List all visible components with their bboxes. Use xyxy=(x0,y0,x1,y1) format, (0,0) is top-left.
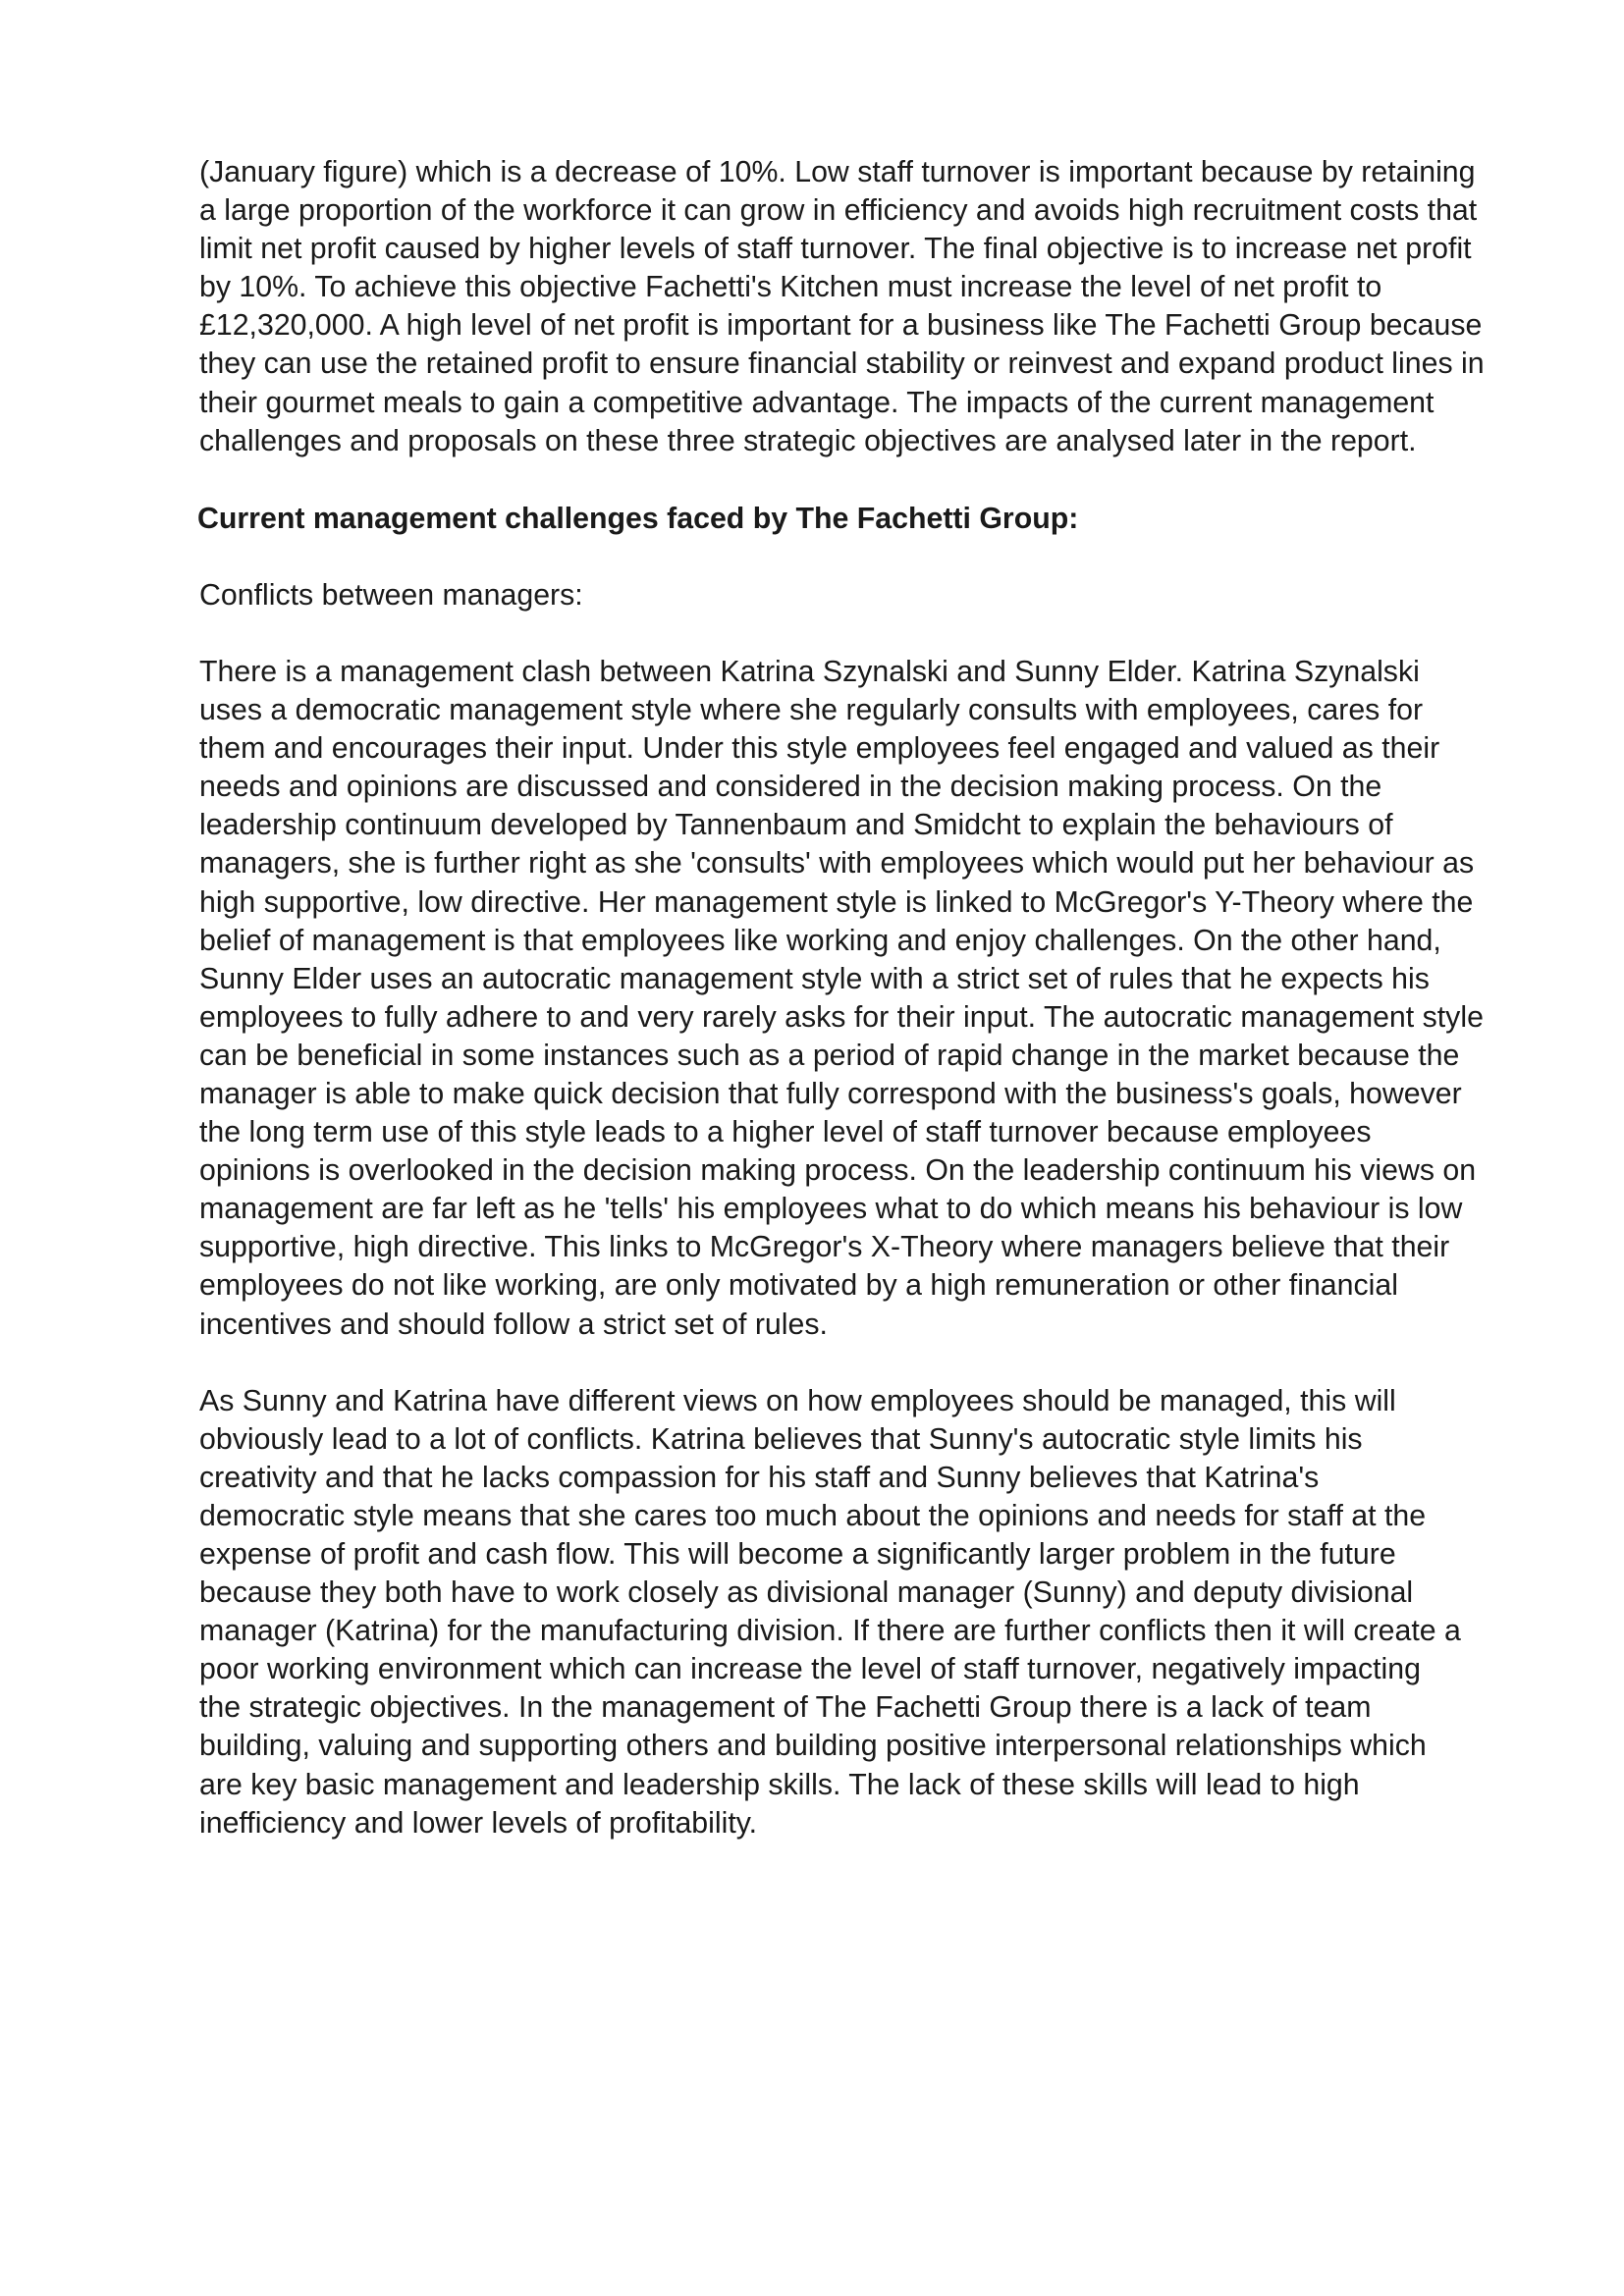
section-heading: Current management challenges faced by The Fachetti Group: xyxy=(197,502,1079,535)
paragraph-conflict-impact: As Sunny and Katrina have different views on how employees should be managed, this will obviously lead to a lot of conflicts. Katrina believes that Sunny's autocratic style limits his creativity and that he lacks compassion for his staff and Sunny believes that Katrina's democratic style means that she cares too much about the opinions and needs for staff at the expense of profit and cash flow. This will become a significantly larger problem in the future because they both have to work closely as divisional manager (Sunny) and deputy divisional manager (Katrina) for the manufacturing division. If there are further conflicts then it will create a poor working environment which can increase the level of staff turnover, negatively impacting the strategic objectives. In the management of The Fachetti Group there is a lack of team building, valuing and supporting others and building positive interpersonal relationships which are key basic management and leadership skills. The lack of these skills will lead to high inefficiency and lower levels of profitability. xyxy=(199,1384,1461,1840)
document-body xyxy=(199,153,1495,1842)
paragraph-management-clash: There is a management clash between Katrina Szynalski and Sunny Elder. Katrina Szynalski uses a democratic management style where she regularly consults with employees, cares for them and encourages their input. Under this style employees feel engaged and valued as their needs and opinions are discussed and considered in the decision making process. On the leadership continuum developed by Tannenbaum and Smidcht to explain the behaviours of managers, she is further right as she 'consults' with employees which would put her behaviour as high supportive, low directive. Her management style is linked to McGregor's Y-Theory where the belief of management is that employees like working and enjoy challenges. On the other hand, Sunny Elder uses an autocratic management style with a strict set of rules that he expects his employees to fully adhere to and very rarely asks for their input. The autocratic management style can be beneficial in some instances such as a period of rapid change in the market because the manager is able to make quick decision that fully correspond with the business's goals, however the long term use of this style leads to a higher level of staff turnover because employees opinions is overlooked in the decision making process. On the leadership continuum his views on management are far left as he 'tells' his employees what to do which means his behaviour is low supportive, high directive. This links to McGregor's X-Theory where managers believe that their employees do not like working, are only motivated by a high remuneration or other financial incentives and should follow a strict set of rules. xyxy=(199,655,1484,1341)
paragraph-strategic-objectives: (January figure) which is a decrease of 10%. Low staff turnover is important because by retaining a large proportion of the workforce it can grow in efficiency and avoids high recruitment costs that limit net profit caused by higher levels of staff turnover. The final objective is to increase net profit by 10%. To achieve this objective Fachetti's Kitchen must increase the level of net profit to £12,320,000. A high level of net profit is important for a business like The Fachetti Group because they can use the retained profit to ensure financial stability or reinvest and expand product lines in their gourmet meals to gain a competitive advantage. The impacts of the current management challenges and proposals on these three strategic objectives are analysed later in the report. xyxy=(199,156,1485,457)
subsection-heading: Conflicts between managers: xyxy=(199,578,583,612)
